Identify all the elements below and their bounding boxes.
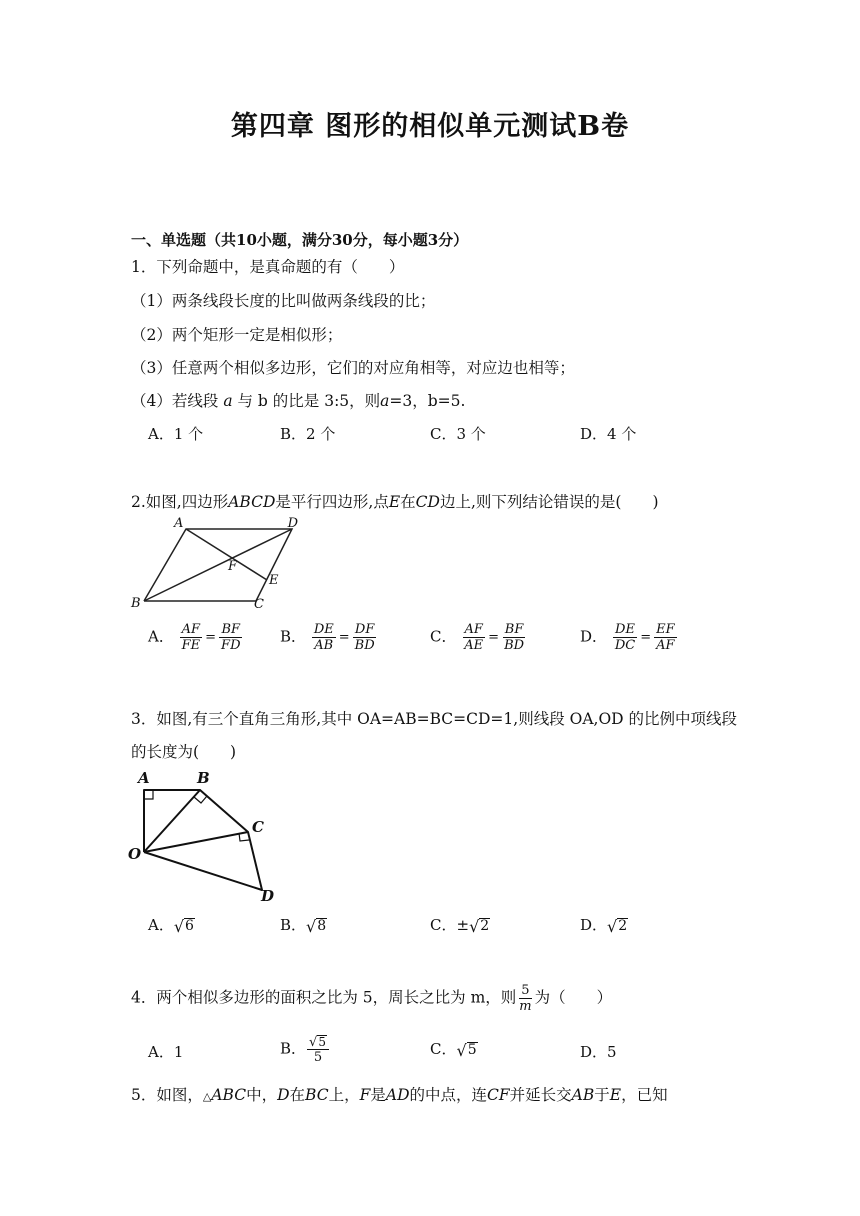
q1-option-d[interactable]: D．4 个 — [580, 425, 637, 443]
q5-ab: AB — [571, 1086, 595, 1104]
q4-option-c[interactable] — [430, 1038, 478, 1059]
q3-label-a: A — [138, 769, 150, 787]
q1-statement-3: （3）任意两个相似多边形，它们的对应角相等，对应边也相等； — [131, 359, 575, 377]
q3-label-o: O — [128, 845, 142, 863]
q5-abc: ABC — [211, 1086, 247, 1104]
q1-s4-pre: （4）若线段 — [131, 392, 219, 410]
q3-option-a[interactable] — [148, 914, 195, 935]
q2-stem-zai: 在 — [400, 493, 416, 511]
q2-option-d-frac2: $\frac{EF}{AF}$ — [656, 622, 675, 653]
q3-stem-line-1: 3．如图,有三个直角三角形,其中 OA=AB=BC=CD=1,则线段 OA,OD 的比例中项线段 — [131, 710, 738, 728]
q5-stem — [131, 1083, 668, 1105]
q2-option-c-frac1: $\frac{AF}{AE}$ — [464, 622, 484, 653]
q2-label-b: B — [131, 596, 141, 611]
q2-option-a-eq: = — [205, 630, 217, 645]
q3-option-a-sqrt: √ 6 — [173, 916, 194, 936]
q5-a: 5．如图， — [131, 1086, 203, 1104]
q1-stem: 1．下列命题中，是真命题的有（ ） — [131, 258, 405, 276]
q2-option-a-frac2: $\frac{BF}{FD}$ — [221, 622, 241, 653]
q5-g: 上， — [328, 1086, 360, 1104]
q2-option-c-letter: C． — [430, 627, 457, 646]
q5-f: F — [359, 1086, 371, 1104]
q2-option-d-frac1: $\frac{DE}{DC}$ — [614, 622, 636, 653]
q3-stem-line-2: 的长度为( ) — [131, 743, 237, 761]
q2-option-c-frac2: $\frac{BF}{BD}$ — [504, 622, 525, 653]
q5-d: D — [277, 1086, 290, 1104]
q2-label-d: D — [287, 516, 298, 531]
q1-s4-post: =3，b=5. — [389, 392, 466, 410]
q5-o: 于 — [594, 1086, 610, 1104]
q5-ad: AD — [385, 1086, 410, 1104]
q2-label-a: A — [174, 516, 184, 531]
q4-stem-a: 4．两个相似多边形的面积之比为 5，周长之比为 m，则 — [131, 988, 517, 1007]
q2-option-b-frac2: $\frac{DF}{BD}$ — [354, 622, 375, 653]
q3-option-c[interactable] — [430, 914, 490, 935]
q4-option-c-letter: C． — [430, 1040, 457, 1058]
q3-option-b[interactable] — [280, 914, 327, 935]
q4-option-b-frac: √ 5 5 — [307, 1034, 329, 1065]
q3-option-b-sqrt: √ 8 — [306, 916, 327, 936]
q4-option-a[interactable]: A．1 — [148, 1043, 184, 1061]
q2-label-c: C — [254, 597, 264, 612]
q1-statement-1: （1）两条线段长度的比叫做两条线段的比； — [131, 292, 436, 310]
q2-option-a[interactable] — [148, 622, 244, 653]
q2-label-e: E — [269, 573, 279, 588]
q2-option-b[interactable] — [280, 622, 378, 653]
q1-statement-4 — [131, 389, 465, 411]
section-heading: 一、单选题（共10小题，满分30分，每小题3分） — [131, 231, 469, 249]
q5-e-point: E — [609, 1086, 622, 1104]
q2-option-d-letter: D． — [580, 627, 608, 646]
q5-q: ，已知 — [621, 1086, 668, 1104]
q4-fraction: $\frac{5}{m}$ — [519, 983, 532, 1014]
q2-stem-cd: CD — [415, 493, 440, 511]
q3-option-d[interactable] — [580, 914, 628, 935]
q5-bc: BC — [305, 1086, 329, 1104]
q5-c: 中， — [246, 1086, 278, 1104]
q4-stem — [131, 983, 612, 1014]
q4-stem-b: 为（ ） — [534, 988, 613, 1007]
q2-option-b-eq: = — [338, 630, 350, 645]
q3-option-c-letter: C． — [430, 916, 457, 934]
q3-label-d: D — [261, 887, 275, 905]
q3-label-c: C — [252, 818, 264, 836]
q3-option-c-sqrt: √ 2 — [469, 916, 490, 936]
q2-option-d-eq: = — [640, 630, 652, 645]
q3-right-triangles-figure — [128, 768, 280, 904]
q2-label-f: F — [228, 559, 238, 574]
q2-stem — [131, 490, 659, 512]
q2-option-d[interactable] — [580, 622, 678, 653]
q2-option-c-eq: = — [488, 630, 500, 645]
q1-s4-var-a2: a — [380, 392, 390, 410]
q4-option-c-sqrt: √ 5 — [456, 1040, 477, 1060]
q2-option-a-letter: A． — [148, 627, 174, 646]
q5-cf: CF — [487, 1086, 510, 1104]
page-title: 第四章 图形的相似单元测试B卷 — [230, 111, 630, 142]
q5-i: 是 — [370, 1086, 386, 1104]
q3-label-b: B — [197, 769, 210, 787]
q2-stem-abcd: ABCD — [228, 493, 276, 511]
q3-option-c-plusminus: ± — [456, 916, 470, 934]
q3-option-d-letter: D． — [580, 916, 608, 934]
q2-option-c[interactable] — [430, 622, 527, 653]
q4-option-b-letter: B． — [280, 1039, 307, 1058]
q1-option-a[interactable]: A．1 个 — [148, 425, 204, 443]
q1-s4-var-a: a — [223, 392, 233, 410]
q3-option-b-letter: B． — [280, 916, 307, 934]
q1-option-c[interactable]: C．3 个 — [430, 425, 486, 443]
q5-triangle-sign: △ — [202, 1090, 212, 1103]
q5-k: 的中点，连 — [409, 1086, 488, 1104]
q2-stem-e: E — [388, 493, 401, 511]
q5-e: 在 — [289, 1086, 306, 1104]
q2-option-a-frac1: $\frac{AF}{FE}$ — [181, 622, 201, 653]
q1-s4-mid: 与 b 的比是 3:5，则 — [237, 392, 381, 410]
q4-option-d[interactable]: D．5 — [580, 1043, 617, 1061]
q3-option-a-letter: A． — [148, 916, 174, 934]
q2-option-b-frac1: $\frac{DE}{AB}$ — [313, 622, 334, 653]
q1-statement-2: （2）两个矩形一定是相似形； — [131, 326, 343, 344]
q2-stem-c: 是平行四边形,点 — [275, 493, 389, 511]
q2-parallelogram-figure — [126, 512, 296, 614]
q2-stem-a: 2.如图,四边形 — [131, 493, 229, 511]
q4-option-b[interactable] — [280, 1034, 330, 1065]
q3-option-d-sqrt: √ 2 — [607, 916, 628, 936]
q5-m: 并延长交 — [509, 1086, 572, 1104]
q2-stem-g: 边上,则下列结论错误的是( ) — [439, 493, 659, 511]
q1-option-b[interactable]: B．2 个 — [280, 425, 336, 443]
q2-option-b-letter: B． — [280, 627, 307, 646]
